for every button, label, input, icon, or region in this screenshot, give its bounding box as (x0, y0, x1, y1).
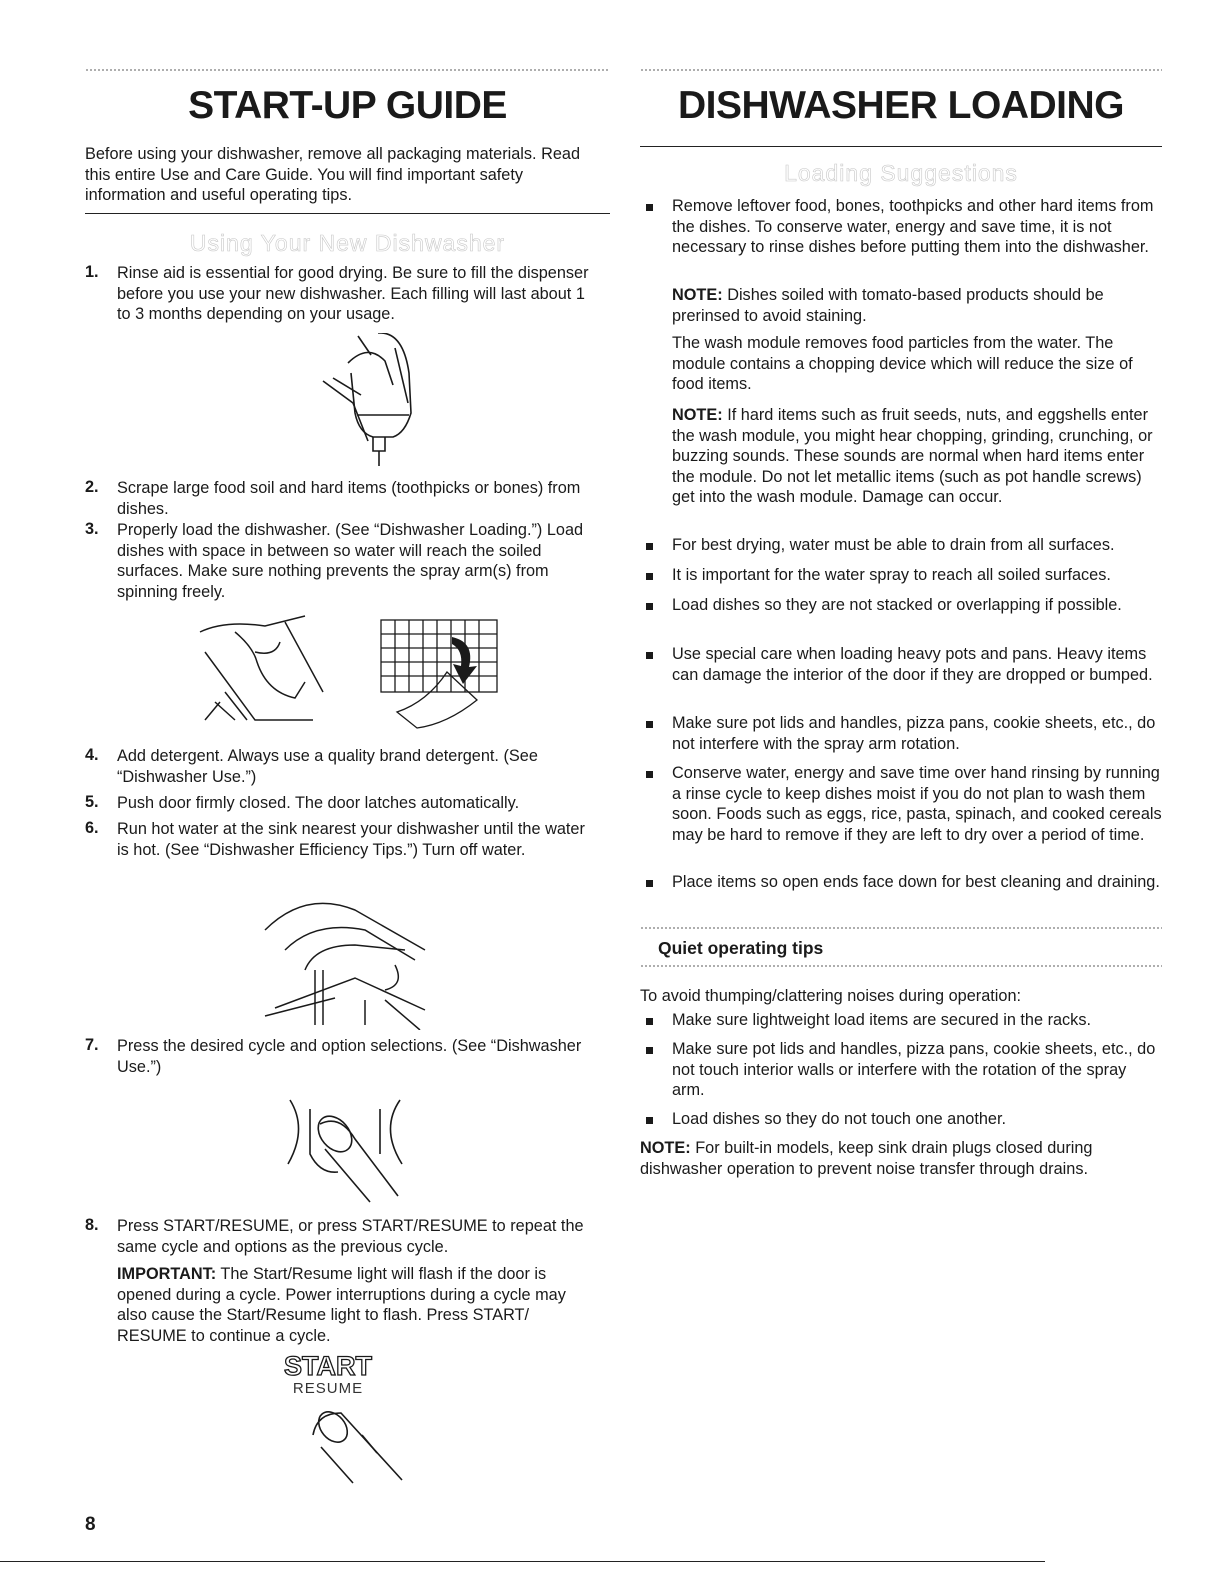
section-divider (640, 146, 1162, 147)
quiet-bullet-text: Make sure lightweight load items are secured in the racks. (672, 1011, 1091, 1029)
bullet-text: For best drying, water must be able to drain from all surfaces. (672, 536, 1115, 554)
start-resume-button-label (283, 1352, 373, 1397)
bullet-marker (646, 543, 653, 550)
intro-paragraph: Before using your dishwasher, remove all packaging materials. Read this entire Use and Care Guide. You will find important safety information and useful operating tips. (85, 145, 581, 204)
page-number: 8 (85, 1514, 96, 1535)
quiet-tips-heading: Quiet operating tips (658, 938, 824, 958)
step-number: 7. (85, 1036, 99, 1054)
note-text: For built-in models, keep sink drain plugs closed during dishwasher operation to prevent noise transfer through drains. (640, 1139, 1093, 1178)
bullet-text: Remove leftover food, bones, toothpicks and other hard items from the dishes. To conserve water, energy and save time, it is not necessary to rinse dishes before putting them into the dishwasher. (672, 197, 1154, 256)
step-3-text: Properly load the dishwasher. (See “Dishwasher Loading.”) Load dishes with space in between so water will reach the soiled surfaces. Make sure nothing prevents the spray arm(s) from spinning freely. (117, 521, 584, 601)
dishwasher-loading-title: DISHWASHER LOADING (677, 84, 1124, 127)
bullet-text: Place items so open ends face down for best cleaning and draining. (672, 873, 1160, 891)
step-number: 6. (85, 819, 99, 837)
footer-rule (0, 1561, 1045, 1562)
bullet-marker (646, 1117, 653, 1124)
bullet-marker (646, 880, 653, 887)
important-label: IMPORTANT: (117, 1265, 217, 1283)
important-text: The Start/Resume light will flash if the door is opened during a cycle. Power interruptions during a cycle may also cause the Start/Resume light to flash. Press START/ RESUME to continue a cycle. (117, 1265, 566, 1345)
start-label: START (284, 1351, 372, 1381)
step-2-text: Scrape large food soil and hard items (toothpicks or bones) from dishes. (117, 479, 581, 518)
resume-label: RESUME (292, 1380, 364, 1397)
step-7-text: Press the desired cycle and option selections. (See “Dishwasher Use.”) (117, 1037, 582, 1076)
quiet-bullet-text: Load dishes so they do not touch one another. (672, 1110, 1007, 1128)
section-divider (85, 213, 610, 214)
scraping-dish-illustration (195, 612, 325, 732)
bullet-marker (646, 771, 653, 778)
bullet-marker (646, 1047, 653, 1054)
bullet-text: Use special care when loading heavy pots and pans. Heavy items can damage the interior of the door if they are dropped or bumped. (672, 645, 1153, 684)
step-4-text: Add detergent. Always use a quality brand detergent. (See “Dishwasher Use.”) (117, 747, 538, 786)
step-5-text: Push door firmly closed. The door latches automatically. (117, 794, 520, 812)
using-dishwasher-subheading: Using Your New Dishwasher (189, 230, 506, 256)
dotted-divider (85, 68, 610, 73)
step-number: 3. (85, 520, 99, 538)
bullet-text: Make sure pot lids and handles, pizza pans, cookie sheets, etc., do not interfere with the spray arm rotation. (672, 714, 1156, 753)
bullet-marker (646, 721, 653, 728)
cycle-button-press-illustration (280, 1094, 410, 1204)
bullet-text: Conserve water, energy and save time over hand rinsing by running a rinse cycle to keep dishes moist if you do not plan to wash them soon. Foods such as eggs, rice, pasta, spinach, and cooked cereals may be hard to remove if they are left to dry over a period of time. (672, 764, 1162, 844)
dotted-divider (640, 68, 1162, 73)
bullet-marker (646, 573, 653, 580)
bullet-marker (646, 1018, 653, 1025)
faucet-illustration (245, 890, 445, 1030)
wash-module-paragraph: The wash module removes food particles from the water. The module contains a chopping device which will reduce the size of food items. (672, 334, 1133, 393)
quiet-bullet-text: Make sure pot lids and handles, pizza pans, cookie sheets, etc., do not touch interior walls or interfere with the rotation of the spray arm. (672, 1040, 1156, 1099)
note-paragraph (672, 285, 1162, 326)
step-number: 5. (85, 793, 99, 811)
step-6-text: Run hot water at the sink nearest your dishwasher until the water is hot. (See “Dishwasher Efficiency Tips.”) Turn off water. (117, 820, 585, 859)
rinse-aid-bottle-illustration (313, 333, 503, 468)
important-paragraph (117, 1264, 597, 1346)
note-label: NOTE: (672, 286, 723, 304)
step-number: 2. (85, 478, 99, 496)
bullet-marker (646, 603, 653, 610)
finger-press-illustration (307, 1405, 407, 1485)
loading-rack-illustration (377, 612, 502, 734)
note-text: If hard items such as fruit seeds, nuts, and eggshells enter the wash module, you might hear chopping, grinding, crunching, or buzzing sounds. These sounds are normal when hard items enter the module. Do not let metallic items (such as pot handle screws) get into the wash module. Damage can occur. (672, 406, 1153, 506)
step-number: 4. (85, 746, 99, 764)
note-text: Dishes soiled with tomato-based products should be prerinsed to avoid staining. (672, 286, 1104, 325)
bullet-marker (646, 652, 653, 659)
note-paragraph (640, 1138, 1162, 1179)
step-1-text: Rinse aid is essential for good drying. Be sure to fill the dispenser before you use your new dishwasher. Each filling will last about 1 to 3 months depending on your usage. (117, 264, 589, 323)
bullet-marker (646, 204, 653, 211)
step-number: 1. (85, 263, 99, 281)
step-number: 8. (85, 1216, 99, 1234)
step-8-text: Press START/RESUME, or press START/RESUME to repeat the same cycle and options as the previous cycle. (117, 1217, 584, 1256)
startup-guide-title: START-UP GUIDE (188, 84, 507, 127)
dotted-divider (640, 964, 1162, 969)
bullet-text: Load dishes so they are not stacked or overlapping if possible. (672, 596, 1122, 614)
note-label: NOTE: (672, 406, 723, 424)
bullet-text: It is important for the water spray to reach all soiled surfaces. (672, 566, 1111, 584)
note-paragraph (672, 405, 1162, 508)
quiet-intro: To avoid thumping/clattering noises during operation: (640, 987, 1022, 1005)
note-label: NOTE: (640, 1139, 691, 1157)
loading-suggestions-subheading: Loading Suggestions (784, 160, 1018, 186)
dotted-divider (640, 926, 1162, 931)
